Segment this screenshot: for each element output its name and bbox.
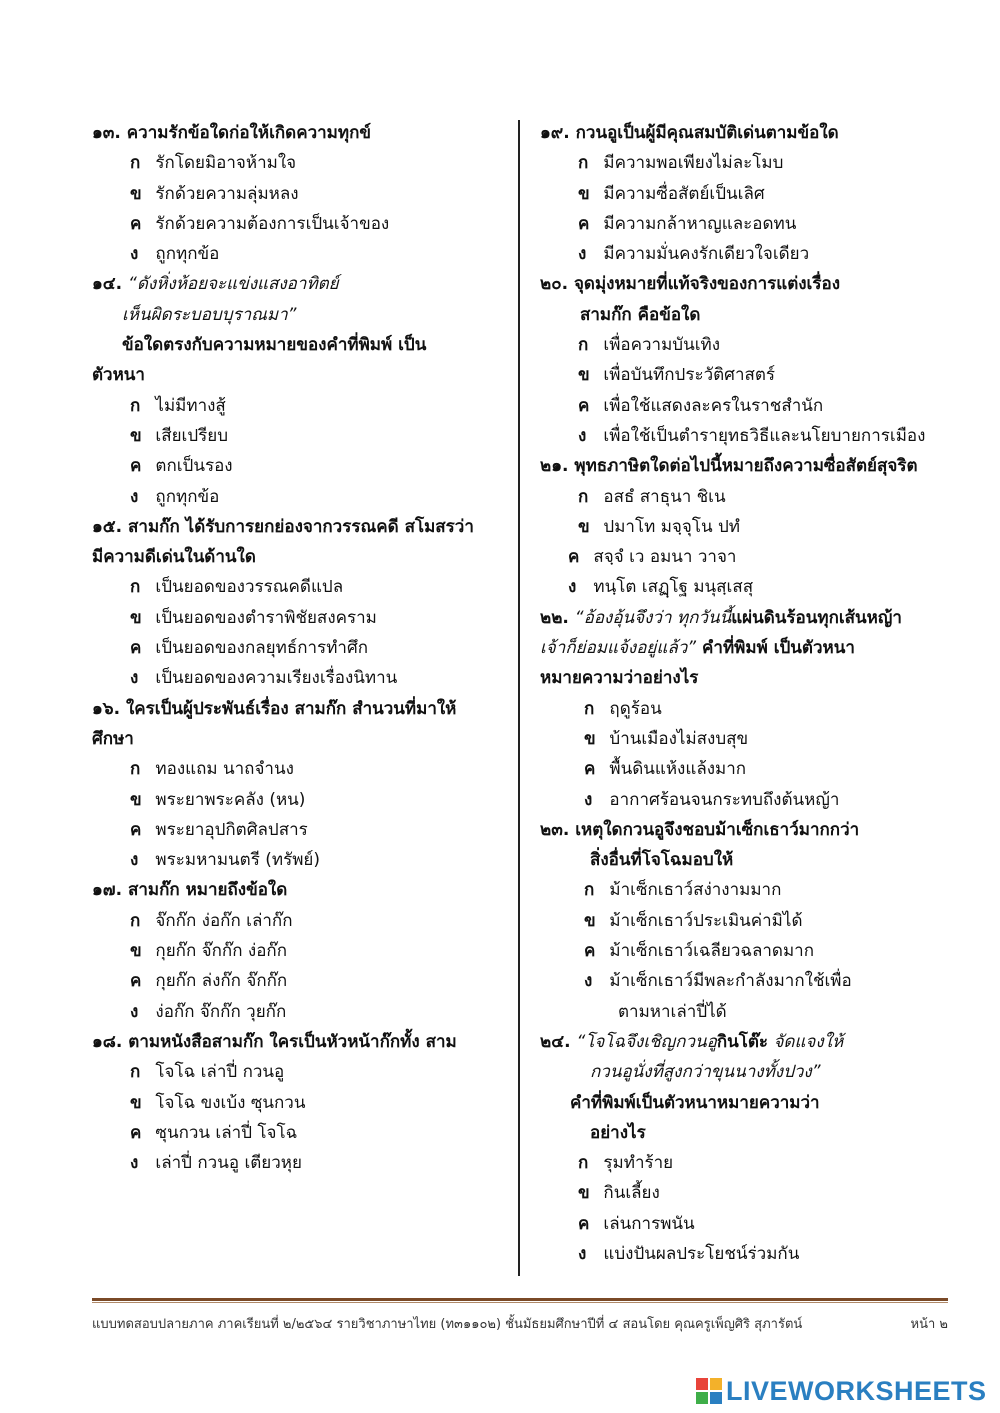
question-text: หมายความว่าอย่างไร bbox=[540, 668, 699, 689]
footer-rule-thin bbox=[92, 1302, 948, 1303]
option-text: พระยาอุปกิตศิลปสาร bbox=[150, 819, 308, 840]
answer-option bbox=[92, 421, 504, 451]
column-divider bbox=[518, 120, 520, 1276]
option-key: ง bbox=[578, 425, 587, 446]
option-text: เพื่อบันทึกประวัติศาสตร์ bbox=[598, 365, 776, 386]
option-key: ค bbox=[130, 456, 142, 477]
option-text: อากาศร้อนจนกระทบถึงต้นหญ้า bbox=[604, 789, 840, 810]
question-text: ๑๕. สามก๊ก ได้รับการยกย่องจากวรรณคดี สโมสรว่า bbox=[92, 516, 474, 537]
question-text: ๒๑. พุทธภาษิตใดต่อไปนี้หมายถึงความซื่อสัตย์สุจริต bbox=[540, 456, 918, 477]
option-key: ง bbox=[584, 789, 593, 810]
option-key: ค bbox=[568, 547, 580, 568]
question-text: สามก๊ก คือข้อใด bbox=[580, 304, 701, 325]
option-text: เป็นยอดของความเรียงเรื่องนิทาน bbox=[150, 668, 398, 689]
option-key: ข bbox=[130, 941, 142, 962]
answer-option bbox=[540, 1178, 960, 1208]
option-text: เป็นยอดของวรรณคดีแปล bbox=[150, 577, 344, 598]
option-text: บ้านเมืองไม่สงบสุข bbox=[604, 728, 749, 749]
question bbox=[540, 1027, 960, 1057]
answer-option bbox=[92, 179, 504, 209]
quote-text: เห็นผิดระบอบบุราณมา” bbox=[122, 304, 297, 325]
answer-option bbox=[92, 1057, 504, 1087]
answer-option bbox=[92, 815, 504, 845]
option-continuation bbox=[540, 997, 960, 1027]
option-text: รักโดยมิอาจห้ามใจ bbox=[150, 153, 297, 174]
answer-option bbox=[92, 209, 504, 239]
question bbox=[540, 269, 960, 299]
option-key: ง bbox=[578, 1243, 587, 1264]
option-text: อสธํ สาธุนา ชิเน bbox=[598, 486, 726, 507]
option-key: ก bbox=[584, 880, 595, 901]
option-key: ก bbox=[578, 335, 589, 356]
option-text: รักด้วยความต้องการเป็นเจ้าของ bbox=[150, 213, 390, 234]
option-text: ปมาโท มจฺจุโน ปทํ bbox=[598, 516, 740, 537]
liveworksheets-logo[interactable] bbox=[696, 1374, 987, 1408]
option-key: ค bbox=[578, 395, 590, 416]
answer-option bbox=[92, 391, 504, 421]
option-text: พระมหามนตรี (ทรัพย์) bbox=[150, 850, 320, 871]
option-key: ค bbox=[130, 638, 142, 659]
option-text: รักด้วยความลุ่มหลง bbox=[150, 183, 299, 204]
option-text: กุยก๊ก จ๊กก๊ก ง่อก๊ก bbox=[150, 941, 287, 962]
answer-option bbox=[92, 1118, 504, 1148]
answer-option bbox=[540, 754, 960, 784]
question-continuation bbox=[92, 542, 504, 572]
quote-text: “โจโฉจึงเชิญกวนอู bbox=[576, 1031, 717, 1052]
option-text: แบ่งปันผลประโยชน์ร่วมกัน bbox=[598, 1243, 800, 1264]
page-number: หน้า ๒ bbox=[910, 1317, 948, 1332]
question-text: ๒๐. จุดมุ่งหมายที่แท้จริงของการแต่งเรื่อง bbox=[540, 274, 840, 295]
option-key: ง bbox=[130, 850, 139, 871]
option-text: สจฺจํ เว อมนา วาจา bbox=[588, 547, 737, 568]
option-key: ค bbox=[130, 971, 142, 992]
option-text: มีความมั่นคงรักเดียวใจเดียว bbox=[598, 244, 810, 265]
option-key: ข bbox=[130, 1092, 142, 1113]
answer-option bbox=[92, 754, 504, 784]
answer-option bbox=[92, 148, 504, 178]
option-text: เพื่อความบันเทิง bbox=[598, 335, 721, 356]
question bbox=[540, 603, 960, 633]
option-text: ม้าเซ็กเธาว์ประเมินค่ามิได้ bbox=[604, 910, 803, 931]
option-text: ม้าเซ็กเธาว์สง่างามมาก bbox=[604, 880, 782, 901]
answer-option bbox=[92, 845, 504, 875]
answer-option bbox=[92, 1088, 504, 1118]
option-text: ตกเป็นรอง bbox=[150, 456, 233, 477]
option-text: ซุนกวน เล่าปี่ โจโฉ bbox=[150, 1122, 298, 1143]
answer-option bbox=[540, 785, 960, 815]
option-text: เล่นการพนัน bbox=[598, 1213, 695, 1234]
bold-phrase: กินโต๊ะ bbox=[716, 1031, 769, 1052]
question bbox=[92, 875, 504, 905]
answer-option bbox=[92, 785, 504, 815]
answer-option bbox=[92, 603, 504, 633]
option-key: ค bbox=[584, 941, 596, 962]
quote-line bbox=[540, 633, 960, 663]
footer bbox=[92, 1313, 948, 1334]
answer-option bbox=[540, 512, 960, 542]
answer-option bbox=[540, 179, 960, 209]
answer-option bbox=[540, 542, 960, 572]
quote-text: จัดแจงให้ bbox=[768, 1031, 844, 1052]
option-text: เล่าปี่ กวนอู เตียวหุย bbox=[150, 1153, 302, 1174]
question-text: คำที่พิมพ์ เป็นตัวหนา bbox=[696, 638, 855, 659]
answer-option bbox=[92, 663, 504, 693]
logo-icon bbox=[696, 1378, 722, 1404]
option-text: ม้าเซ็กเธาว์เฉลียวฉลาดมาก bbox=[604, 941, 815, 962]
question-text: ข้อใดตรงกับความหมายของคำที่พิมพ์ เป็น bbox=[122, 335, 427, 356]
option-key: ก bbox=[578, 1153, 589, 1174]
question-continuation bbox=[540, 1118, 960, 1148]
option-text: ง่อก๊ก จ๊กก๊ก วุยก๊ก bbox=[150, 1001, 287, 1022]
option-text: มีความพอเพียงไม่ละโมบ bbox=[598, 153, 784, 174]
answer-option bbox=[92, 997, 504, 1027]
option-key: ค bbox=[578, 1213, 590, 1234]
option-key: ข bbox=[578, 183, 590, 204]
question-number: ๒๒. bbox=[540, 607, 575, 628]
logo-block bbox=[710, 1392, 722, 1404]
option-key: ข bbox=[578, 1183, 590, 1204]
bold-phrase: แผ่นดินร้อนทุกเส้นหญ้า bbox=[731, 607, 902, 628]
option-text: เป็นยอดของกลยุทธ์การทำศึก bbox=[150, 638, 369, 659]
option-text: รุมทำร้าย bbox=[598, 1153, 674, 1174]
option-text: ถูกทุกข้อ bbox=[150, 244, 220, 265]
answer-option bbox=[540, 936, 960, 966]
question-text: อย่างไร bbox=[590, 1122, 646, 1143]
answer-option bbox=[540, 330, 960, 360]
logo-block bbox=[710, 1378, 722, 1390]
answer-option bbox=[540, 421, 960, 451]
footer-text: แบบทดสอบปลายภาค ภาคเรียนที่ ๒/๒๕๖๔ รายวิชาภาษาไทย (ท๓๑๑๐๒) ชั้นมัธยมศึกษาปีที่ ๔ สอนโดย คุณครูเพ็ญศิริ สุภารัตน์ bbox=[92, 1317, 803, 1332]
option-key: ข bbox=[130, 789, 142, 810]
question-number: ๒๔. bbox=[540, 1031, 577, 1052]
answer-option bbox=[540, 360, 960, 390]
question-continuation bbox=[540, 845, 960, 875]
question-continuation bbox=[540, 300, 960, 330]
option-key: ค bbox=[130, 213, 142, 234]
option-key: ก bbox=[578, 486, 589, 507]
option-key: ค bbox=[578, 213, 590, 234]
answer-option bbox=[540, 391, 960, 421]
option-key: ง bbox=[130, 244, 139, 265]
footer-rule bbox=[92, 1298, 948, 1301]
question-continuation bbox=[92, 330, 504, 360]
question-text: ๑๔. bbox=[92, 274, 129, 295]
quote-line bbox=[540, 1057, 960, 1087]
answer-option bbox=[92, 482, 504, 512]
option-text: ม้าเซ็กเธาว์มีพละกำลังมากใช้เพื่อ bbox=[604, 971, 852, 992]
option-key: ก bbox=[584, 698, 595, 719]
option-key: ข bbox=[130, 183, 142, 204]
answer-option bbox=[540, 1209, 960, 1239]
option-key: ก bbox=[130, 577, 141, 598]
answer-option bbox=[540, 1239, 960, 1269]
option-key: ข bbox=[130, 425, 142, 446]
question-continuation bbox=[540, 1088, 960, 1118]
question bbox=[92, 1027, 504, 1057]
answer-option bbox=[92, 936, 504, 966]
quote-text: กวนอูนั่งที่สูงกว่าขุนนางทั้งปวง” bbox=[590, 1062, 821, 1083]
quote-text: “ดังหิ่งห้อยจะแข่งแสงอาทิตย์ bbox=[128, 274, 339, 295]
answer-option bbox=[540, 148, 960, 178]
option-text: ไม่มีทางสู้ bbox=[150, 395, 226, 416]
question-continuation bbox=[540, 663, 960, 693]
option-text: เพื่อใช้เป็นตำรายุทธวิธีและนโยบายการเมือง bbox=[598, 425, 926, 446]
option-key: ก bbox=[130, 910, 141, 931]
question-text: ๑๘. ตามหนังสือสามก๊ก ใครเป็นหัวหน้าก๊กทั้ง สาม bbox=[92, 1031, 457, 1052]
option-key: ก bbox=[130, 395, 141, 416]
option-key: ง bbox=[584, 971, 593, 992]
logo-text: LIVEWORKSHEETS bbox=[726, 1375, 987, 1406]
question-text: ๑๖. ใครเป็นผู้ประพันธ์เรื่อง สามก๊ก สำนวนที่มาให้ bbox=[92, 698, 457, 719]
question-continuation bbox=[92, 724, 504, 754]
logo-block bbox=[696, 1378, 708, 1390]
quote-line bbox=[92, 300, 504, 330]
answer-option bbox=[540, 906, 960, 936]
right-column bbox=[540, 118, 960, 1269]
option-key: ง bbox=[578, 244, 587, 265]
option-key: ก bbox=[578, 153, 589, 174]
question bbox=[92, 269, 504, 299]
answer-option bbox=[92, 633, 504, 663]
option-text: เพื่อใช้แสดงละครในราชสำนัก bbox=[598, 395, 824, 416]
option-text: ถูกทุกข้อ bbox=[150, 486, 220, 507]
answer-option bbox=[92, 906, 504, 936]
question bbox=[540, 451, 960, 481]
option-text: ทนฺโต เสฏฺโฐ มนุสฺเสสุ bbox=[588, 577, 754, 598]
question-continuation bbox=[92, 360, 504, 390]
option-key: ข bbox=[584, 910, 596, 931]
option-text: พื้นดินแห้งแล้งมาก bbox=[604, 759, 747, 780]
answer-option bbox=[540, 966, 960, 996]
option-text: ตามหาเล่าปี่ได้ bbox=[618, 1001, 727, 1022]
question-text: ๑๗. สามก๊ก หมายถึงข้อใด bbox=[92, 880, 288, 901]
logo-block bbox=[696, 1392, 708, 1404]
option-key: ก bbox=[130, 759, 141, 780]
option-key: ง bbox=[130, 1153, 139, 1174]
answer-option bbox=[540, 572, 960, 602]
quote-text: “อ้องอุ้นจึงว่า ทุกวันนี้ bbox=[574, 607, 732, 628]
question-text: สิ่งอื่นที่โจโฉมอบให้ bbox=[590, 850, 734, 871]
option-key: ง bbox=[130, 486, 139, 507]
question-text: ศึกษา bbox=[92, 728, 134, 749]
option-key: ก bbox=[130, 153, 141, 174]
option-text: เสียเปรียบ bbox=[150, 425, 229, 446]
option-text: โจโฉ เล่าปี่ กวนอู bbox=[150, 1062, 285, 1083]
option-text: กุยก๊ก ล่งก๊ก จ๊กก๊ก bbox=[150, 971, 288, 992]
option-key: ง bbox=[130, 1001, 139, 1022]
answer-option bbox=[92, 1148, 504, 1178]
question-text: คำที่พิมพ์เป็นตัวหนาหมายความว่า bbox=[570, 1092, 820, 1113]
answer-option bbox=[540, 209, 960, 239]
question-text: ๒๓. เหตุใดกวนอูจึงชอบม้าเซ็กเธาว์มากกว่า bbox=[540, 819, 860, 840]
question-text: ๑๙. กวนอูเป็นผู้มีคุณสมบัติเด่นตามข้อใด bbox=[540, 123, 839, 143]
option-text: โจโฉ ขงเบ้ง ซุนกวน bbox=[150, 1092, 306, 1113]
quote-text: เจ้าก็ย่อมแจ้งอยู่แล้ว” bbox=[540, 638, 697, 659]
option-key: ข bbox=[578, 516, 590, 537]
answer-option bbox=[540, 1148, 960, 1178]
option-text: มีความกล้าหาญและอดทน bbox=[598, 213, 797, 234]
answer-option bbox=[540, 239, 960, 269]
option-key: ง bbox=[130, 668, 139, 689]
answer-option bbox=[540, 694, 960, 724]
option-text: พระยาพระคลัง (หน) bbox=[150, 789, 306, 810]
question bbox=[540, 118, 960, 148]
option-key: ข bbox=[578, 365, 590, 386]
option-key: ข bbox=[584, 728, 596, 749]
question bbox=[540, 815, 960, 845]
answer-option bbox=[540, 724, 960, 754]
left-column bbox=[92, 118, 504, 1178]
answer-option bbox=[92, 572, 504, 602]
option-key: ข bbox=[130, 607, 142, 628]
answer-option bbox=[92, 451, 504, 481]
answer-option bbox=[92, 966, 504, 996]
option-key: ค bbox=[130, 1122, 142, 1143]
question-text: มีความดีเด่นในด้านใด bbox=[92, 547, 256, 568]
answer-option bbox=[540, 482, 960, 512]
question bbox=[92, 512, 504, 542]
question-text: ๑๓. ความรักข้อใดก่อให้เกิดความทุกข์ bbox=[92, 123, 371, 143]
option-key: ค bbox=[130, 819, 142, 840]
option-text: ทองแถม นาถจำนง bbox=[150, 759, 294, 780]
option-text: จ๊กก๊ก ง่อก๊ก เล่าก๊ก bbox=[150, 910, 293, 931]
option-key: ค bbox=[584, 759, 596, 780]
question bbox=[92, 694, 504, 724]
option-text: มีความซื่อสัตย์เป็นเลิศ bbox=[598, 183, 765, 204]
question bbox=[92, 118, 504, 148]
option-key: ง bbox=[568, 577, 577, 598]
option-key: ก bbox=[130, 1062, 141, 1083]
option-text: กินเลี้ยง bbox=[598, 1183, 660, 1204]
answer-option bbox=[540, 875, 960, 905]
option-text: ฤดูร้อน bbox=[604, 698, 662, 719]
option-text: เป็นยอดของตำราพิชัยสงคราม bbox=[150, 607, 377, 628]
question-text: ตัวหนา bbox=[92, 365, 145, 386]
answer-option bbox=[92, 239, 504, 269]
